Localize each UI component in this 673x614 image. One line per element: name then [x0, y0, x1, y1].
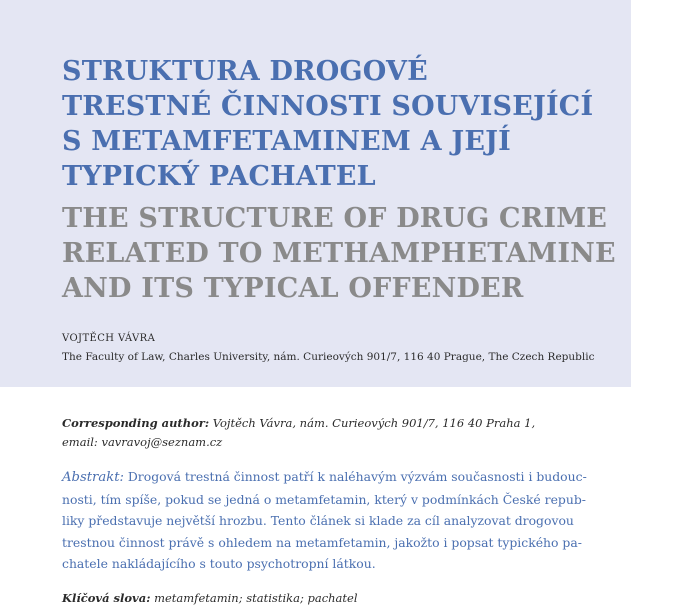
abstract-line: nosti, tím spíše, pokud se jedná o metamfetamin, který v podmínkách České repub-: [62, 491, 586, 507]
keywords-label: Klíčová slova:: [62, 591, 151, 605]
author-name: VOJTĚCH VÁVRA: [62, 333, 156, 344]
abstract-line: [62, 466, 642, 489]
abstract-label: Abstrakt:: [62, 470, 124, 485]
corresponding-email: email: vavravoj@seznam.cz: [62, 435, 223, 449]
author-affiliation: The Faculty of Law, Charles University, nám. Curieových 901/7, 116 40 Prague, The Czech Republic: [62, 351, 595, 363]
title-czech-line: TYPICKÝ PACHATEL: [62, 161, 376, 192]
abstract-line-text: Drogová trestná činnost patří k naléhavým výzvám současnosti i budouc-: [123, 469, 587, 484]
corresponding-label: Corresponding author:: [62, 416, 210, 430]
abstract-line: trestnou činnost právě s ohledem na metamfetamin, jakožto i popsat typického pa-: [62, 534, 582, 550]
keywords: [62, 591, 358, 605]
title-czech-line: TRESTNÉ ČINNOSTI SOUVISEJÍCÍ: [62, 91, 594, 122]
title-czech-line: S METAMFETAMINEM A JEJÍ: [62, 126, 511, 157]
abstract: [62, 466, 642, 575]
corresponding-address: Vojtěch Vávra, nám. Curieových 901/7, 116 40 Praha 1,: [209, 416, 536, 430]
abstract-line: liky představuje největší hrozbu. Tento článek si klade za cíl analyzovat drogovou: [62, 513, 574, 528]
keywords-list: metamfetamin; statistika; pachatel: [150, 591, 358, 605]
title-english-line: AND ITS TYPICAL OFFENDER: [62, 273, 524, 304]
title-english: [62, 201, 622, 306]
abstract-line: chatele nakládajícího s touto psychotropní látkou.: [62, 556, 376, 571]
corresponding-line-1: [62, 414, 642, 433]
title-czech: [62, 54, 622, 194]
corresponding-author: [62, 414, 642, 452]
title-english-line: RELATED TO METHAMPHETAMINE: [62, 238, 616, 269]
title-english-line: THE STRUCTURE OF DRUG CRIME: [62, 203, 608, 234]
title-czech-line: STRUKTURA DROGOVÉ: [62, 56, 428, 87]
